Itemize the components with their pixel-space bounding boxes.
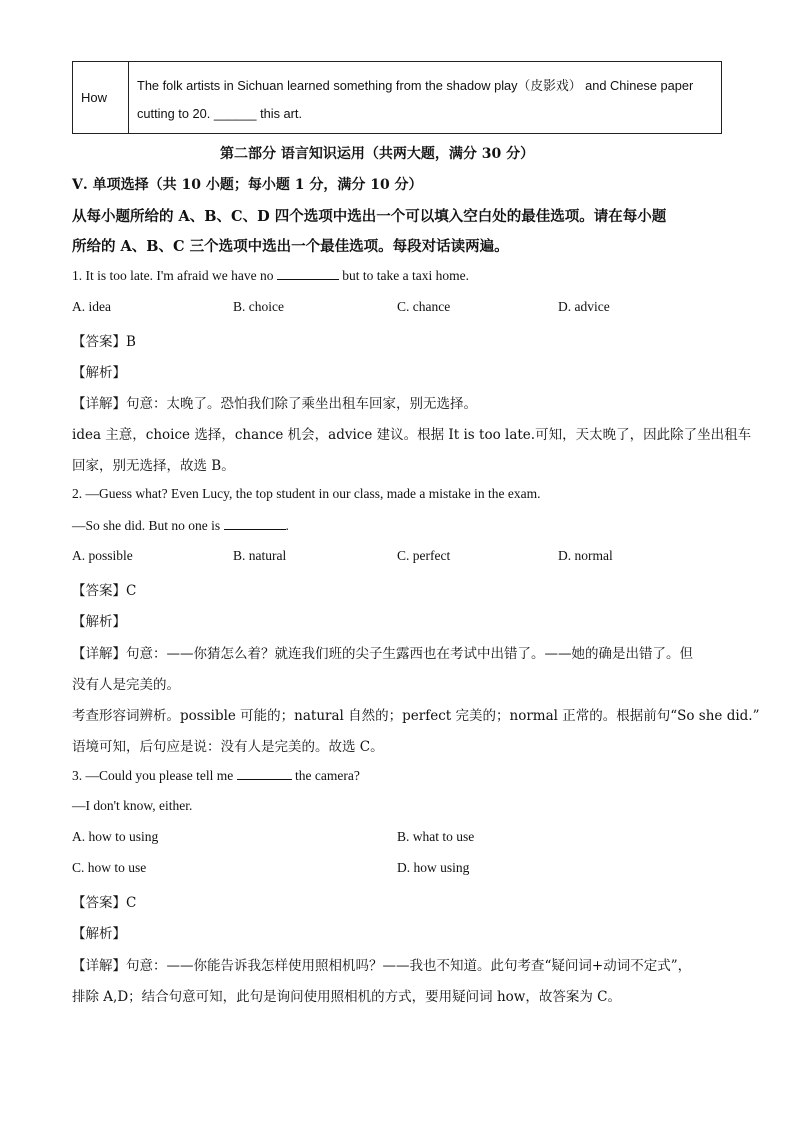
q1-option-c: C. chance xyxy=(397,299,451,314)
q2-detail-line-2: 没有人是完美的。 xyxy=(72,677,180,693)
q1-answer: 【答案】B xyxy=(72,334,136,350)
q3-line-2: —I don't know, either. xyxy=(72,798,193,813)
q1-option-d: D. advice xyxy=(558,299,610,314)
part2-title: 第二部分 语言知识运用（共两大题，满分 30 分） xyxy=(220,146,535,162)
q2-line-1: 2. —Guess what? Even Lucy, the top student in our class, made a mistake in the exam. xyxy=(72,486,541,501)
q2-line-2 xyxy=(72,517,289,534)
q3-line-1-start: 3. —Could you please tell me xyxy=(72,768,234,783)
q1-option-a: A. idea xyxy=(72,299,111,314)
q1-explain-line-1: idea 主意，choice 选择，chance 机会，advice 建议。根据 It is too late.可知，天太晚了，因此除了坐出租车 xyxy=(72,427,752,443)
q3-option-b: B. what to use xyxy=(397,829,475,844)
q2-answer: 【答案】C xyxy=(72,583,137,599)
q2-option-b: B. natural xyxy=(233,548,287,563)
q2-option-a: A. possible xyxy=(72,548,133,563)
info-table xyxy=(72,61,722,134)
q3-blank xyxy=(237,767,292,780)
q3-detail-line-1: 【详解】句意：——你能告诉我怎样使用照相机吗？——我也不知道。此句考查“疑问词+动词不定式”， xyxy=(72,958,692,974)
q1-stem-end: but to take a taxi home. xyxy=(342,268,469,283)
q1-detail: 【详解】句意：太晚了。恐怕我们除了乘坐出租车回家，别无选择。 xyxy=(72,396,477,412)
q1-analysis-label: 【解析】 xyxy=(72,365,126,381)
table-label: How xyxy=(81,90,108,105)
q1-option-b: B. choice xyxy=(233,299,284,314)
q3-option-d: D. how using xyxy=(397,860,470,875)
q2-line-2-end: . xyxy=(285,518,289,533)
q2-line-2-start: —So she did. But no one is xyxy=(72,518,221,533)
q1-blank xyxy=(277,267,339,280)
q3-line-1 xyxy=(72,767,360,784)
table-label-cell xyxy=(73,62,129,133)
q1-stem xyxy=(72,267,469,284)
table-text-line-2: cutting to 20. ______ this art. xyxy=(137,106,303,121)
section5-title: Ⅴ. 单项选择（共 10 小题；每小题 1 分，满分 10 分） xyxy=(72,177,423,193)
q3-option-c: C. how to use xyxy=(72,860,147,875)
q1-explain-line-2: 回家，别无选择，故选 B。 xyxy=(72,458,235,474)
q1-stem-start: 1. It is too late. I'm afraid we have no xyxy=(72,268,274,283)
q3-answer: 【答案】C xyxy=(72,895,137,911)
table-text-line-1: The folk artists in Sichuan learned something from the shadow play（皮影戏） and Chinese paper xyxy=(137,78,694,93)
q2-analysis-label: 【解析】 xyxy=(72,614,126,630)
q2-blank xyxy=(224,517,286,530)
q2-explain-line-1: 考查形容词辨析。possible 可能的；natural 自然的；perfect 完美的；normal 正常的。根据前句“So she did.” xyxy=(72,708,760,724)
q3-option-a: A. how to using xyxy=(72,829,159,844)
q2-detail-line-1: 【详解】句意：——你猜怎么着？就连我们班的尖子生露西也在考试中出错了。——她的确是出错了。但 xyxy=(72,646,693,662)
q2-option-c: C. perfect xyxy=(397,548,451,563)
q3-analysis-label: 【解析】 xyxy=(72,926,126,942)
q3-detail-line-2: 排除 A,D；结合句意可知，此句是询问使用照相机的方式，要用疑问词 how，故答案为 C。 xyxy=(72,989,621,1005)
instruction-line-1: 从每小题所给的 A、B、C、D 四个选项中选出一个可以填入空白处的最佳选项。请在每小题 xyxy=(72,208,667,225)
q3-line-1-end: the camera? xyxy=(294,768,360,783)
q2-explain-line-2: 语境可知，后句应是说：没有人是完美的。故选 C。 xyxy=(72,739,384,755)
instruction-line-2: 所给的 A、B、C 三个选项中选出一个最佳选项。每段对话读两遍。 xyxy=(72,238,509,255)
q2-option-d: D. normal xyxy=(558,548,613,563)
